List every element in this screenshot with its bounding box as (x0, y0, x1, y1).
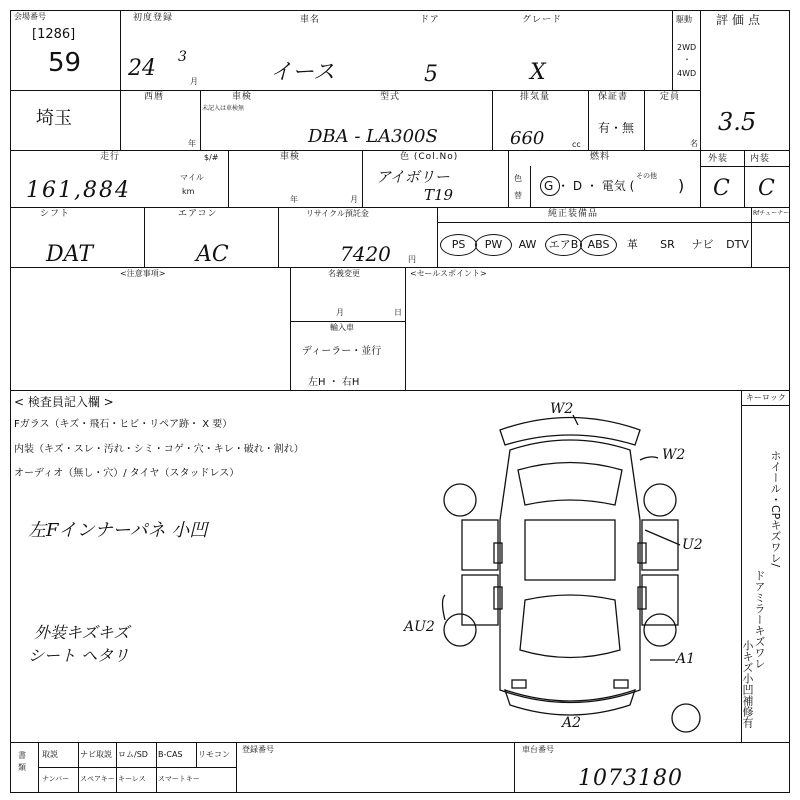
fuel-label: 燃料 (590, 152, 611, 162)
equipment-extra-label: Rfチューナー (753, 210, 790, 217)
fuel-close: ) (678, 176, 685, 195)
inspector-line2: 内装（キズ・スレ・汚れ・シミ・コゲ・穴・キレ・破れ・割れ） (14, 444, 304, 455)
lot-number: 59 (48, 48, 82, 78)
mileage-value: 161,884 (26, 178, 131, 203)
year-unit: 年 (188, 139, 196, 148)
equipment-item: ナビ (691, 238, 714, 251)
color-change-label: 色替 (514, 174, 522, 200)
model-label: 車名 (300, 15, 321, 25)
doc-item: 取説 (42, 750, 58, 759)
region: 埼玉 (36, 108, 72, 129)
equipment-item: AW (518, 238, 537, 251)
exterior-label: 外装 (708, 154, 729, 164)
caution-label: <注意事項> (120, 269, 166, 278)
color-value: アイボリー (376, 168, 450, 186)
mark-line-w2-top (573, 415, 578, 425)
displacement-value: 660 (510, 128, 545, 149)
diagram-mark: A2 (562, 715, 582, 731)
hand-note-1: 左Fインナーパネ 小凹 (28, 520, 208, 541)
body-outline (500, 440, 640, 703)
sales-point-label: <セールスポイント> (410, 269, 487, 278)
diagram-mark: W2 (550, 401, 574, 417)
model-value: イース (270, 60, 335, 85)
capacity-unit: 名 (690, 139, 698, 148)
diagram-mark: AU2 (404, 619, 435, 635)
docs-label: 書類 (18, 751, 26, 772)
tail-lamp-left (512, 680, 526, 688)
diagram-mark: W2 (662, 447, 686, 463)
year-unit-row3: 年 (290, 195, 298, 204)
warranty-label: 保証書 (598, 92, 629, 102)
fuel-other: その他 (636, 172, 657, 180)
windshield (518, 463, 622, 506)
notes-day-unit: 日 (394, 308, 402, 317)
exterior-value: C (713, 176, 730, 201)
interior-label: 内装 (750, 154, 771, 164)
wareki-label: 西暦 (144, 92, 165, 102)
tail-lamp-right (614, 680, 628, 688)
doc-item-2: ナンバー (42, 775, 70, 783)
inspector-line3: オーディオ（無し・穴）/ タイヤ（スタッドレス） (14, 468, 240, 479)
equipment-item: ABS (580, 234, 617, 256)
doc-item: リモコン (198, 750, 230, 759)
capacity-label: 定員 (660, 92, 681, 102)
legend-vertical-3: 小キズ小凹補修有 (741, 640, 754, 728)
wheel-front-left (444, 484, 476, 516)
right-front-door (642, 520, 678, 570)
doc-item-2: スマートキー (158, 775, 200, 783)
mileage-unit-km: km (182, 187, 195, 196)
venue-label: 会場番号 (14, 12, 46, 21)
month-unit-row3: 月 (350, 195, 358, 204)
mark-line-u2 (645, 530, 680, 545)
doc-item-2: スペアキー (80, 775, 115, 783)
color-code: T19 (424, 186, 454, 204)
hand-value: 左H ・ 右H (308, 377, 360, 388)
wheel-rear-left (444, 614, 476, 646)
displacement-label: 排気量 (520, 92, 551, 102)
reg-no-label: 登録番号 (242, 745, 274, 754)
inspection-label-row2: 車検 (232, 92, 253, 102)
recycle-value: 7420 (340, 242, 391, 266)
inspection-label-row3: 車検 (280, 152, 301, 162)
ac-value: AC (196, 242, 229, 267)
chassis-value: 1073180 (578, 766, 683, 791)
roof (525, 520, 615, 580)
drive-2wd: 2WD (677, 43, 697, 52)
first-reg-label: 初度登録 (133, 13, 174, 23)
type-value: DBA - LA300S (308, 126, 438, 147)
interior-value: C (758, 176, 775, 201)
hand-note-2: 外装キズキズ (34, 623, 130, 642)
import-value: ディーラー・並行 (302, 346, 382, 357)
chassis-label: 車台番号 (522, 745, 554, 754)
lot-bracket: [1286] (32, 27, 76, 42)
equipment-item: 革 (627, 238, 638, 251)
displacement-unit: cc (572, 140, 581, 149)
shift-value: DAT (46, 242, 93, 267)
equipment-item: エアB (545, 234, 582, 256)
recycle-unit: 円 (408, 255, 416, 264)
odo-label: $/# (204, 153, 219, 162)
left-rear-door (462, 575, 498, 625)
doc-item-2: キーレス (118, 775, 146, 783)
doc-item: ロム/SD (118, 750, 148, 759)
hand-note-3: シート ヘタリ (28, 646, 130, 665)
shift-label: シフト (40, 209, 71, 219)
doc-item: ナビ取説 (80, 750, 112, 759)
inspection-note: 未記入は車検無 (202, 105, 245, 112)
drive-sep: ・ (683, 55, 691, 64)
notes-month-unit: 月 (336, 308, 344, 317)
score-value: 3.5 (718, 108, 757, 136)
recycle-label: リサイクル預託金 (306, 209, 369, 218)
spare-wheel (672, 704, 700, 732)
equipment-label: 純正装備品 (548, 209, 599, 219)
type-label: 型式 (380, 92, 401, 102)
name-change-label: 名義変更 (328, 269, 360, 278)
import-label: 輸入車 (330, 323, 354, 332)
first-reg-year: 24 (128, 56, 156, 81)
equipment-item: PS (440, 234, 477, 256)
wheel-front-right (644, 484, 676, 516)
legend-vertical-1: ホイール・CPキズワレ/ (769, 450, 782, 568)
month-unit: 月 (190, 77, 198, 86)
mileage-unit-mile: マイル (180, 173, 204, 182)
ac-label: エアコン (178, 209, 218, 219)
inspector-line1: Fガラス（キズ・飛石・ヒビ・リペア跡・ X 要） (14, 419, 233, 430)
equipment-item: SR (660, 238, 675, 251)
doc-item: B-CAS (158, 750, 183, 759)
color-label: 色 (Col.No) (400, 152, 459, 162)
mark-line-w2-right (640, 457, 658, 460)
equipment-item: DTV (726, 238, 749, 251)
warranty-value: 有・無 (598, 121, 635, 135)
front-bumper (500, 418, 640, 446)
legend-vertical-2: ドアミラーキズワレ (753, 570, 766, 669)
equipment-item: PW (475, 234, 512, 256)
door-label: ドア (420, 15, 440, 25)
drive-label: 駆動 (676, 15, 692, 24)
mileage-label: 走行 (100, 152, 121, 162)
diagram-mark: U2 (682, 537, 703, 553)
mark-line-au2 (443, 595, 446, 620)
diagram-mark: A1 (676, 651, 696, 667)
drive-4wd: 4WD (677, 69, 697, 78)
right-rear-door (642, 575, 678, 625)
grade-label: グレード (522, 15, 563, 25)
rear-window (520, 595, 620, 658)
inspector-title: < 検査員記入欄 > (14, 395, 114, 409)
first-reg-month: 3 (178, 49, 187, 65)
door-value: 5 (424, 62, 438, 87)
keylock-label: キーロック (746, 393, 786, 402)
grade-value: X (530, 60, 546, 85)
wheel-rear-right (644, 614, 676, 646)
fuel-value: G ・ D ・ 電気 ( (544, 179, 635, 193)
left-front-door (462, 520, 498, 570)
score-label: 評価点 (716, 13, 765, 27)
